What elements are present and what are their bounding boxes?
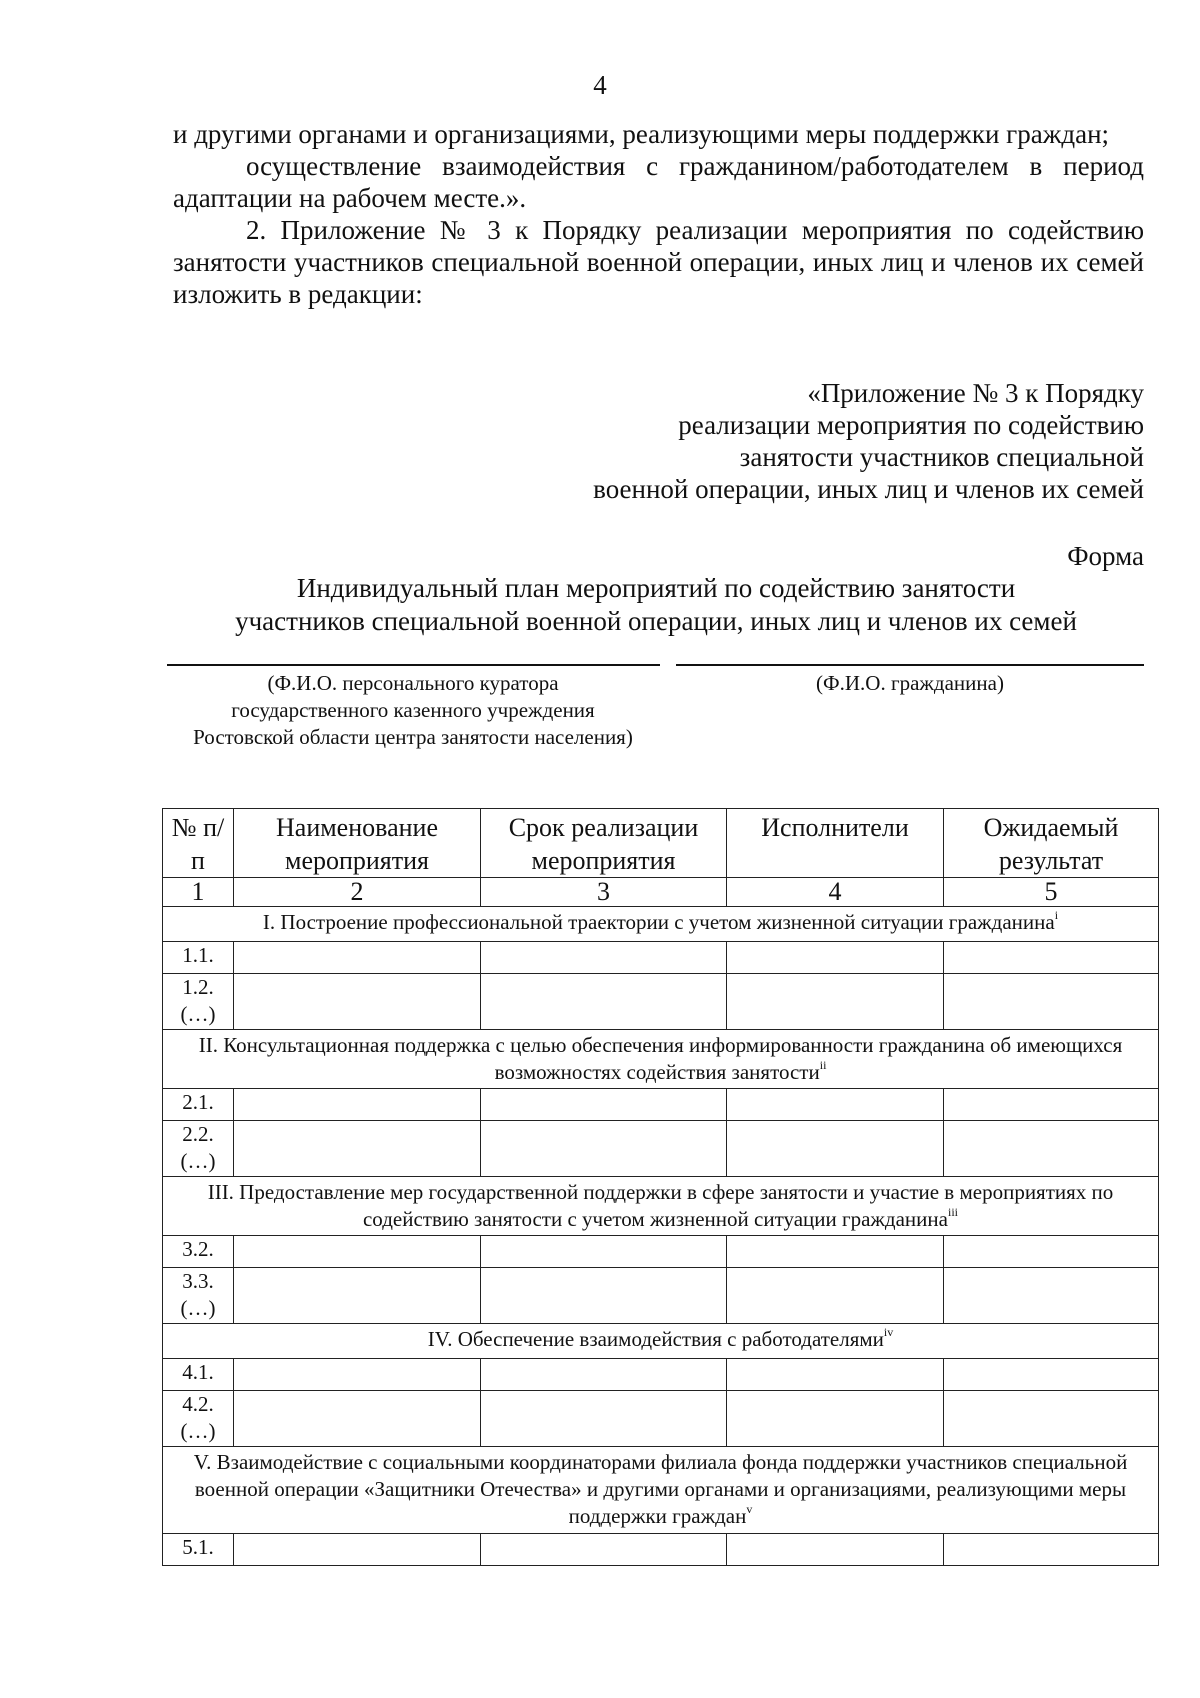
table-row [163, 1534, 1159, 1566]
row-number [163, 1359, 234, 1391]
deadline-cell [481, 942, 727, 974]
column-number: 1 [163, 878, 234, 907]
result-cell [944, 1089, 1159, 1121]
header-event-name: Наименование мероприятия [234, 809, 481, 878]
executors-cell [727, 1089, 944, 1121]
row-number-text: 4.1. [182, 1360, 214, 1384]
table-row [163, 1236, 1159, 1268]
deadline-cell [481, 1121, 727, 1177]
section-title-text: I. Построение профессиональной траектории с учетом жизненной ситуации гражданина [262, 910, 1055, 934]
section-title [163, 1030, 1159, 1089]
table-row [163, 974, 1159, 1030]
paragraph-continuation: и другими органами и организациями, реализующими меры поддержки граждан; [173, 119, 1110, 149]
row-number [163, 974, 234, 1030]
row-continuation-text: (…) [180, 1419, 216, 1443]
event-name-cell [234, 1391, 481, 1447]
deadline-cell [481, 1268, 727, 1324]
section-title-text: II. Консультационная поддержка с целью обеспечения информированности гражданина об имеющихся возможностях содействия занятости [198, 1033, 1123, 1084]
event-name-cell [234, 942, 481, 974]
row-number-text: 3.2. [182, 1237, 214, 1261]
event-name-cell [234, 1359, 481, 1391]
header-deadline: Срок реализации мероприятия [481, 809, 727, 878]
footnote-marker: i [1054, 908, 1059, 922]
appendix-header-line: реализации мероприятия по содействию [678, 410, 1144, 440]
event-name-cell [234, 974, 481, 1030]
deadline-cell [481, 1534, 727, 1566]
column-number: 4 [727, 878, 944, 907]
row-number-text: 4.2. [182, 1392, 214, 1416]
event-name-cell [234, 1534, 481, 1566]
row-number-text: 3.3. [182, 1269, 214, 1293]
deadline-cell [481, 1089, 727, 1121]
deadline-cell [481, 1391, 727, 1447]
appendix-header-line: «Приложение № 3 к Порядку [807, 378, 1144, 408]
row-number [163, 1268, 234, 1324]
appendix-header-line: военной операции, иных лиц и членов их семей [593, 474, 1144, 504]
body-text [173, 118, 1144, 310]
header-executors: Исполнители [727, 809, 944, 878]
section-title [163, 1177, 1159, 1236]
section-row [163, 1447, 1159, 1534]
section-row [163, 907, 1159, 942]
paragraph-amendment: 2. Приложение № 3 к Порядку реализации мероприятия по содействию занятости участников специальной военной операции, иных лиц и членов их семей изложить в редакции: [173, 215, 1144, 309]
result-cell [944, 942, 1159, 974]
footnote-marker: iv [883, 1325, 894, 1339]
section-title [163, 907, 1159, 942]
section-row [163, 1030, 1159, 1089]
row-number-text: 1.1. [182, 943, 214, 967]
row-continuation-text: (…) [180, 1296, 216, 1320]
event-name-cell [234, 1089, 481, 1121]
deadline-cell [481, 974, 727, 1030]
executors-cell [727, 942, 944, 974]
row-number [163, 1121, 234, 1177]
result-cell [944, 1391, 1159, 1447]
footnote-marker: ii [819, 1058, 827, 1072]
header-number: № п/п [163, 809, 234, 878]
section-row [163, 1324, 1159, 1359]
row-number [163, 1534, 234, 1566]
result-cell [944, 974, 1159, 1030]
column-number: 2 [234, 878, 481, 907]
citizen-signature-line [676, 664, 1144, 666]
table-row [163, 942, 1159, 974]
header-expected-result: Ожидаемый результат [944, 809, 1159, 878]
table-row [163, 1089, 1159, 1121]
executors-cell [727, 974, 944, 1030]
row-number [163, 942, 234, 974]
executors-cell [727, 1268, 944, 1324]
event-name-cell [234, 1268, 481, 1324]
citizen-caption: (Ф.И.О. гражданина) [816, 671, 1004, 695]
paragraph-interaction: осуществление взаимодействия с гражданином/работодателем в период адаптации на рабочем месте.». [173, 151, 1144, 213]
table-row [163, 1359, 1159, 1391]
column-number: 5 [944, 878, 1159, 907]
section-title-text: V. Взаимодействие с социальными координаторами филиала фонда поддержки участников специальной военной операции «Защитники Отечества» и другими органами и организациями, реализующими меры поддержки граждан [193, 1450, 1128, 1528]
row-number [163, 1236, 234, 1268]
appendix-header [593, 377, 1144, 505]
form-title-line: Индивидуальный план мероприятий по содействию занятости [296, 573, 1016, 603]
form-title-line: участников специальной военной операции, иных лиц и членов их семей [235, 606, 1077, 636]
row-continuation-text: (…) [180, 1149, 216, 1173]
result-cell [944, 1268, 1159, 1324]
row-number [163, 1391, 234, 1447]
result-cell [944, 1359, 1159, 1391]
event-name-cell [234, 1236, 481, 1268]
table-header-row [163, 809, 1159, 878]
individual-plan-table [162, 808, 1159, 1566]
section-title-text: III. Предоставление мер государственной поддержки в сфере занятости и участие в мероприятиях по содействию занятости с учетом жизненной ситуации гражданина [207, 1180, 1114, 1231]
curator-signature-line [167, 664, 660, 666]
result-cell [944, 1236, 1159, 1268]
executors-cell [727, 1534, 944, 1566]
row-continuation-text: (…) [180, 1002, 216, 1026]
form-label: Форма [1067, 541, 1144, 571]
section-title-text: IV. Обеспечение взаимодействия с работодателями [427, 1327, 884, 1351]
row-number-text: 2.1. [182, 1090, 214, 1114]
table-row [163, 1121, 1159, 1177]
row-number-text: 1.2. [182, 975, 214, 999]
section-title [163, 1447, 1159, 1534]
footnote-marker: iii [947, 1205, 958, 1219]
table-row [163, 1391, 1159, 1447]
row-number [163, 1089, 234, 1121]
result-cell [944, 1121, 1159, 1177]
event-name-cell [234, 1121, 481, 1177]
deadline-cell [481, 1236, 727, 1268]
executors-cell [727, 1359, 944, 1391]
executors-cell [727, 1391, 944, 1447]
row-number-text: 2.2. [182, 1122, 214, 1146]
appendix-header-line: занятости участников специальной [739, 442, 1144, 472]
result-cell [944, 1534, 1159, 1566]
form-title [156, 572, 1156, 638]
executors-cell [727, 1236, 944, 1268]
footnote-marker: v [746, 1502, 753, 1516]
executors-cell [727, 1121, 944, 1177]
deadline-cell [481, 1359, 727, 1391]
curator-caption: (Ф.И.О. персонального куратора государственного казенного учреждения Ростовской области центра занятости населения) [193, 671, 633, 749]
column-number-row [163, 878, 1159, 907]
section-title [163, 1324, 1159, 1359]
row-number-text: 5.1. [182, 1535, 214, 1559]
table-row [163, 1268, 1159, 1324]
section-row [163, 1177, 1159, 1236]
page-number: 4 [593, 70, 607, 100]
column-number: 3 [481, 878, 727, 907]
